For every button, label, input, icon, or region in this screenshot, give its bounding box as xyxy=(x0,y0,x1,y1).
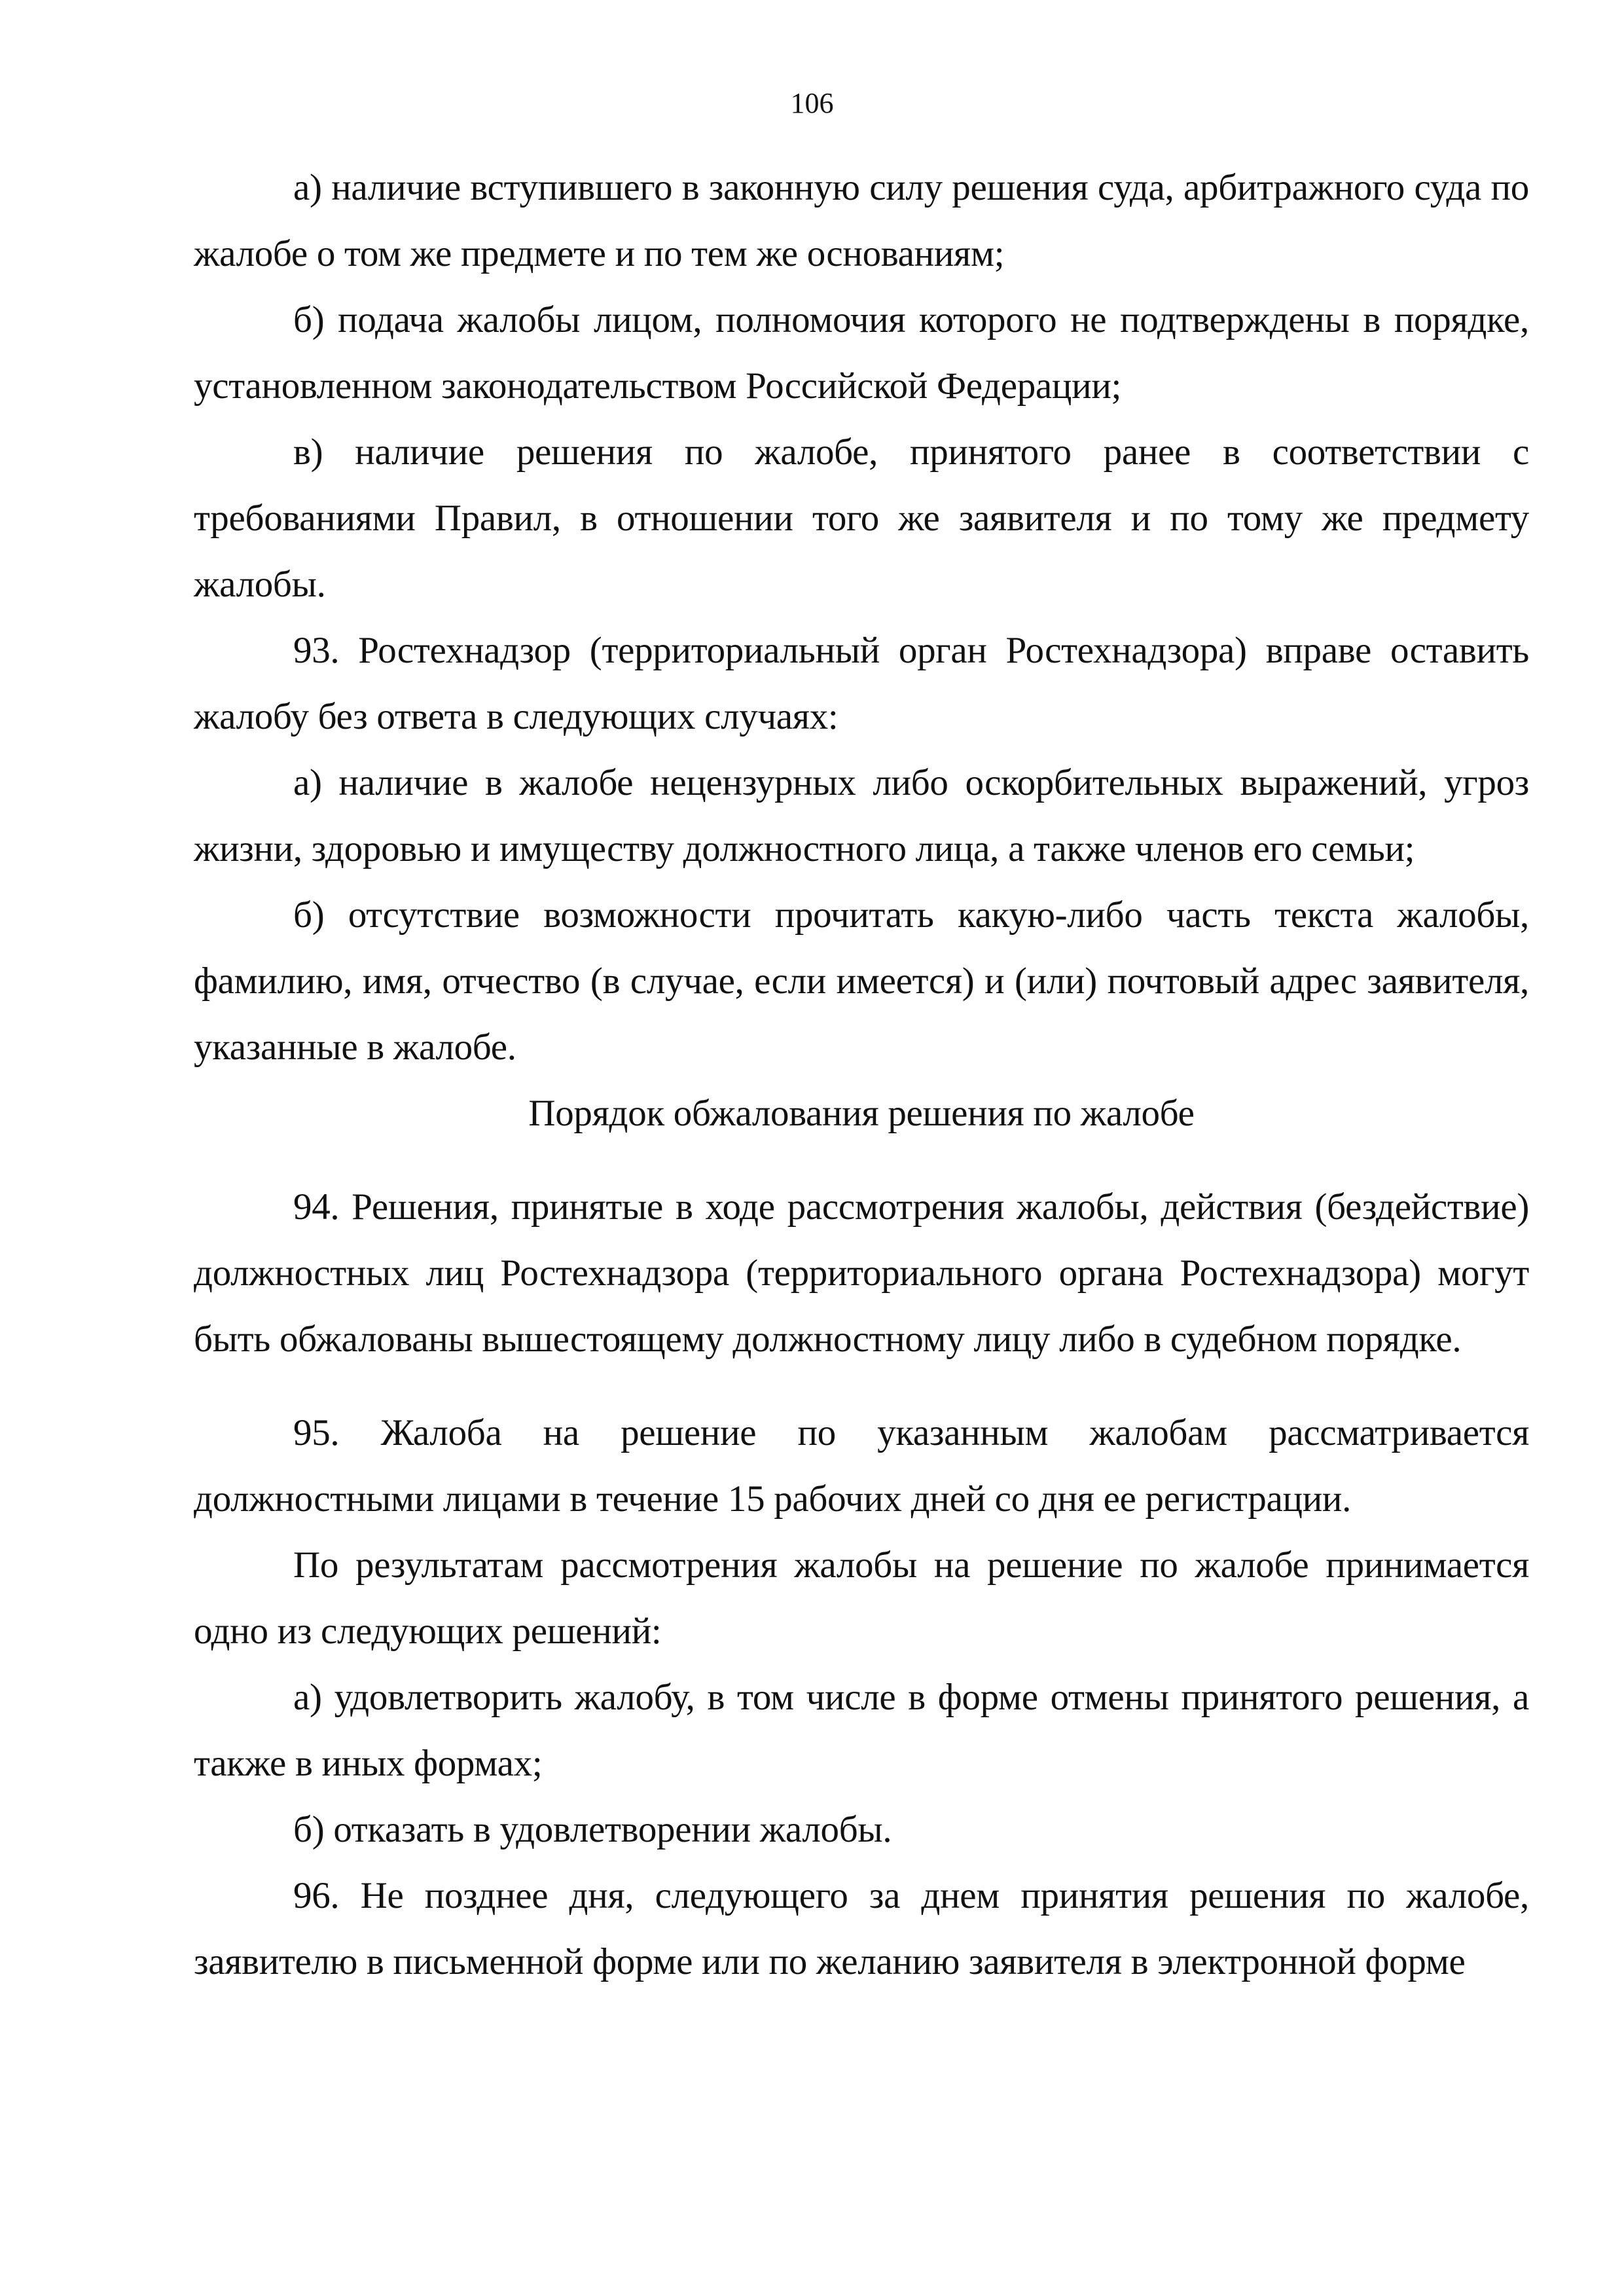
paragraph-95a: а) удовлетворить жалобу, в том числе в форме отмены принятого решения, а также в иных формах; xyxy=(194,1677,1529,1784)
paragraph-96: 96. Не позднее дня, следующего за днем принятия решения по жалобе, заявителю в письменной форме или по желанию заявителя в электронной форме xyxy=(194,1875,1529,1982)
document-body xyxy=(194,155,1529,1995)
paragraph-92b: б) подача жалобы лицом, полномочия которого не подтверждены в порядке, установленном законодательством Российской Федерации; xyxy=(194,299,1529,407)
paragraph-93a: а) наличие в жалобе нецензурных либо оскорбительных выражений, угроз жизни, здоровью и имуществу должностного лица, а также членов его семьи; xyxy=(194,762,1529,869)
paragraph-93: 93. Ростехнадзор (территориальный орган Ростехнадзора) вправе оставить жалобу без ответа в следующих случаях: xyxy=(194,630,1529,737)
paragraph-95: 95. Жалоба на решение по указанным жалобам рассматривается должностными лицами в течение 15 рабочих дней со дня ее регистрации. xyxy=(194,1412,1529,1520)
paragraph-95b: б) отказать в удовлетворении жалобы. xyxy=(293,1809,892,1850)
paragraph-93b: б) отсутствие возможности прочитать какую-либо часть текста жалобы, фамилию, имя, отчество (в случае, если имеется) и (или) почтовый адрес заявителя, указанные в жалобе. xyxy=(194,894,1529,1068)
paragraph-92c: в) наличие решения по жалобе, принятого ранее в соответствии с требованиями Правил, в отношении того же заявителя и по тому же предмету жалобы. xyxy=(194,431,1529,605)
paragraph-95-results: По результатам рассмотрения жалобы на решение по жалобе принимается одно из следующих решений: xyxy=(194,1544,1529,1652)
page-number: 106 xyxy=(790,87,834,119)
section-heading: Порядок обжалования решения по жалобе xyxy=(528,1093,1195,1134)
paragraph-94: 94. Решения, принятые в ходе рассмотрения жалобы, действия (бездействие) должностных лиц Ростехнадзора (территориального органа Ростехнадзора) могут быть обжалованы вышестоящему должностному лицу либо в судебном порядке. xyxy=(194,1186,1529,1360)
paragraph-92a: а) наличие вступившего в законную силу решения суда, арбитражного суда по жалобе о том же предмете и по тем же основаниям; xyxy=(194,167,1529,274)
